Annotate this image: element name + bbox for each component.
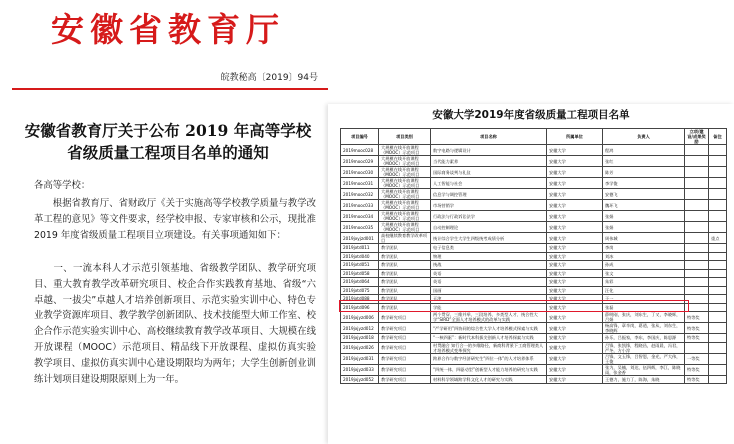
table-cell xyxy=(685,286,709,295)
table-cell: 材料科学领域跨学科文化人才的研究与实践 xyxy=(431,375,547,384)
letterhead-divider xyxy=(12,88,328,90)
table-row xyxy=(341,211,727,222)
table-cell: 李岗 xyxy=(603,244,685,253)
table-cell: 统战 xyxy=(431,261,547,270)
table-cell xyxy=(709,278,727,287)
column-header: 立项/建设/成果奖励 xyxy=(685,129,709,145)
table-cell: 安徽大学 xyxy=(547,211,603,222)
table-cell: 2019mooc032 xyxy=(341,189,379,200)
table-cell: 2019jxjyzd052 xyxy=(341,375,379,384)
table-cell: 一等奖 xyxy=(685,353,709,364)
table-cell: 特等奖 xyxy=(685,334,709,343)
table-cell: 2019jxtd051 xyxy=(341,261,379,270)
table-cell: 2019jxjyzd033 xyxy=(341,364,379,375)
table-cell: 教学团队 xyxy=(379,261,431,270)
table-cell: 薛明刚，张庆，刘东生，丁又，李晓辉，吕娟 xyxy=(603,312,685,323)
table-cell: 教学团队 xyxy=(379,295,431,304)
table-cell: 安徽大学 xyxy=(547,278,603,287)
table-cell: 重点 xyxy=(709,233,727,244)
table-cell: 李学俊 xyxy=(603,178,685,189)
table-cell: 张娟 xyxy=(603,211,685,222)
table-cell: 跨界合作与数字经济研究生“四位一体”的人才培养体系 xyxy=(431,353,547,364)
table-cell: 当代能力素养 xyxy=(431,156,547,167)
table-cell xyxy=(709,286,727,295)
table-cell xyxy=(709,312,727,323)
table-cell: 教学团队 xyxy=(379,303,431,312)
table-cell: 村贯融合 知行合一的多维路径，新商科背景下工商管理类人才培养模式变革探究 xyxy=(431,342,547,353)
column-header: 负责人 xyxy=(603,129,685,145)
table-cell: 教学研究项目 xyxy=(379,312,431,323)
table-cell: 2019mooc030 xyxy=(341,167,379,178)
table-cell: 2019mooc031 xyxy=(341,178,379,189)
table-cell: 2019jxtd040 xyxy=(341,252,379,261)
table-cell: 2019jxtd096 xyxy=(341,303,379,312)
table-cell: 安徽大学 xyxy=(547,233,603,244)
table-cell xyxy=(685,278,709,287)
table-cell: 安徽大学 xyxy=(547,269,603,278)
table-row xyxy=(341,286,727,295)
table-row xyxy=(341,167,727,178)
table-cell: 张磊 xyxy=(603,303,685,312)
table-cell xyxy=(709,261,727,270)
project-table xyxy=(340,128,727,384)
table-cell: 2019jxtd064 xyxy=(341,278,379,287)
table-cell: 特等奖 xyxy=(685,312,709,323)
table-cell: 安德飞 xyxy=(603,189,685,200)
table-cell: 学能 xyxy=(431,303,547,312)
table-cell xyxy=(709,211,727,222)
table-cell xyxy=(709,156,727,167)
table-cell: 统计综合学生大学生四级统考成绩分析 xyxy=(431,233,547,244)
table-row xyxy=(341,261,727,270)
table-cell xyxy=(709,222,727,233)
table-cell xyxy=(709,295,727,304)
table-cell: 人工智能与社会 xyxy=(431,178,547,189)
table-cell xyxy=(685,222,709,233)
table-cell: 教学团队 xyxy=(379,244,431,253)
table-cell: 国画 xyxy=(431,286,547,295)
table-header-row xyxy=(341,129,727,145)
table-cell: 安徽大学 xyxy=(547,261,603,270)
table-row xyxy=(341,278,727,287)
table-cell xyxy=(685,200,709,211)
column-header: 项目类别 xyxy=(379,129,431,145)
table-cell: 大规模在线开放课程（MOOC）示范项目 xyxy=(379,145,431,156)
table-cell: 汪化 xyxy=(603,286,685,295)
salutation: 各高等学校： xyxy=(34,180,91,191)
table-row xyxy=(341,323,727,334)
notice-title-line-1: 安徽省教育厅关于公布 2019 年高等学校 xyxy=(24,121,312,140)
table-cell: 2019mooc034 xyxy=(341,211,379,222)
table-cell: 吕锋，张凯锋，程晓昌，赵雨晨，冯君，严冬，方小淳 xyxy=(603,342,685,353)
table-cell: 大规模在线开放课程（MOOC）示范项目 xyxy=(379,167,431,178)
table-cell: 张娟 xyxy=(603,222,685,233)
table-cell: 数字电路与逻辑设计 xyxy=(431,145,547,156)
table-row xyxy=(341,233,727,244)
column-header: 所属单位 xyxy=(547,129,603,145)
table-cell: 2019mooc028 xyxy=(341,145,379,156)
table-cell: 2019jxtd011 xyxy=(341,244,379,253)
table-cell: 安徽大学 xyxy=(547,323,603,334)
table-cell: 2019jxjyzd018 xyxy=(341,334,379,343)
table-cell: 程鸿 xyxy=(603,145,685,156)
table-cell xyxy=(709,167,727,178)
table-cell: 大规模在线开放课程（MOOC）示范项目 xyxy=(379,200,431,211)
table-row xyxy=(341,312,727,323)
table-cell xyxy=(685,178,709,189)
table-row xyxy=(341,353,727,364)
table-cell: 安徽大学 xyxy=(547,145,603,156)
table-cell: 吕锋，文玉锋，吕智恩，金光，严大伟，王俊 xyxy=(603,353,685,364)
table-cell: 2019jxtd058 xyxy=(341,269,379,278)
notice-page xyxy=(0,0,336,444)
column-header: 备注 xyxy=(709,129,727,145)
table-cell: “四统一体、四驱动型”创新型人才能力培养的研究与实践 xyxy=(431,364,547,375)
table-cell: 张红 xyxy=(603,156,685,167)
table-cell: 大规模在线开放课程（MOOC）示范项目 xyxy=(379,222,431,233)
table-row xyxy=(341,189,727,200)
table-cell xyxy=(709,303,727,312)
table-cell: 孙成 xyxy=(603,261,685,270)
table-cell: 教学研究项目 xyxy=(379,342,431,353)
table-cell xyxy=(685,269,709,278)
table-cell xyxy=(709,189,727,200)
letterhead: 安徽省教育厅 xyxy=(51,10,285,49)
table-cell: 安徽大学 xyxy=(547,303,603,312)
table-cell xyxy=(685,156,709,167)
table-cell: 刘冰 xyxy=(603,252,685,261)
table-cell: 教学研究项目 xyxy=(379,364,431,375)
table-cell: 特等奖 xyxy=(685,375,709,384)
table-cell: 安徽大学 xyxy=(547,244,603,253)
table-cell: 英语 xyxy=(431,269,547,278)
table-cell xyxy=(709,353,727,364)
table-row xyxy=(341,375,727,384)
table-cell: 英语 xyxy=(431,278,547,287)
table-cell: 安徽大学 xyxy=(547,364,603,375)
table-cell: 2019jxjyzd006 xyxy=(341,312,379,323)
table-row xyxy=(341,145,727,156)
table-cell: 魏环飞 xyxy=(603,200,685,211)
table-cell: 张为，吴楠，刘达，伍四辉，李江，陈晓雨，张金香 xyxy=(603,364,685,375)
table-cell: 安徽大学 xyxy=(547,222,603,233)
table-cell xyxy=(709,334,727,343)
table-cell xyxy=(685,145,709,156)
table-row xyxy=(341,244,727,253)
table-cell: 2019jxjyzd026 xyxy=(341,342,379,353)
project-list-title: 安徽大学2019年度省级质量工程项目名单 xyxy=(432,109,630,121)
table-cell xyxy=(685,261,709,270)
table-row xyxy=(341,303,727,312)
notice-paragraph-2: 一、一流本科人才示范引领基地、省级教学团队、教学研究项目、重大教育教学改革研究项目、校企合作实践教育基地、省级“六卓越、一拔尖”卓越人才培养创新项目、示范实验实训中心、特色专业教学资源库项目、教学教学创新团队、技术技能型大师工作室、校企合作示范实验实训中心、高校继续教育教学改革项目、大规模在线开放课程（MOOC）示范项目、精品线下开放课程、虚拟仿真实验教学项目、虚拟仿真实训中心建设期限均为两年；大学生创新创业训练计划项目建设期限原则上为一年。 xyxy=(34,263,316,385)
table-cell: 安徽大学 xyxy=(547,312,603,323)
table-cell: 教学团队 xyxy=(379,269,431,278)
table-cell: 安徽大学 xyxy=(547,334,603,343)
table-cell xyxy=(685,211,709,222)
table-cell: 大规模在线开放课程（MOOC）示范项目 xyxy=(379,178,431,189)
table-row xyxy=(341,156,727,167)
document-number: 皖教秘高〔2019〕94号 xyxy=(220,73,318,83)
table-row xyxy=(341,178,727,189)
table-cell: 2019jxjyzd031 xyxy=(341,353,379,364)
table-cell: 安徽大学 xyxy=(547,167,603,178)
notice-paragraph-1: 根据省教育厅、省财政厅《关于实施高等学校教学质量与教学改革工程的意见》等文件要求，经学校申报、专家审核和公示，现批准 2019 年度省级质量工程项目立项建设。有关事项通知如下： xyxy=(34,198,319,241)
table-cell xyxy=(709,364,727,375)
table-cell: 高校继续教育教学改革项目 xyxy=(379,233,431,244)
table-cell: 市场营销学 xyxy=(431,200,547,211)
table-cell xyxy=(709,323,727,334)
table-cell: 安徽大学 xyxy=(547,178,603,189)
table-cell xyxy=(685,342,709,353)
table-cell xyxy=(709,252,727,261)
table-cell: 自动控制理论 xyxy=(431,222,547,233)
table-cell xyxy=(685,295,709,304)
table-body xyxy=(341,145,727,384)
table-cell: 2019jxtd088 xyxy=(341,295,379,304)
table-cell: 教学团队 xyxy=(379,278,431,287)
table-cell: 干一 xyxy=(603,295,685,304)
table-cell: 安徽大学 xyxy=(547,156,603,167)
table-cell: 两个贯穿、三维并举、三段培养、多类型人才、统合性大学“SIRD”全面人才培养模式的改革与实践 xyxy=(431,312,547,323)
table-cell xyxy=(685,167,709,178)
table-cell: 物理 xyxy=(431,252,547,261)
table-cell xyxy=(709,375,727,384)
table-cell: 孙乐，吕振家，李东，李国庆，陈思源 xyxy=(603,334,685,343)
table-cell: 安徽大学 xyxy=(547,286,603,295)
table-cell xyxy=(685,189,709,200)
column-header: 项目名称 xyxy=(431,129,547,145)
table-cell: 电子信息类 xyxy=(431,244,547,253)
table-cell: 教学研究项目 xyxy=(379,375,431,384)
table-cell: 安徽大学 xyxy=(547,295,603,304)
table-cell: 2019jxjyzd012 xyxy=(341,323,379,334)
table-cell: 教学研究项目 xyxy=(379,334,431,343)
table-cell: 2019mooc035 xyxy=(341,222,379,233)
table-row xyxy=(341,342,727,353)
table-cell: “严学研用”四协同的综合性大学人才培养模式探索与实践 xyxy=(431,323,547,334)
table-cell: 信息学与调控管理 xyxy=(431,189,547,200)
table-row xyxy=(341,334,727,343)
table-cell xyxy=(709,145,727,156)
table-cell: 2019mooc033 xyxy=(341,200,379,211)
table-cell: 安徽大学 xyxy=(547,200,603,211)
table-cell: 2019mooc029 xyxy=(341,156,379,167)
table-cell: 教学研究项目 xyxy=(379,323,431,334)
table-cell xyxy=(685,244,709,253)
table-cell: 2019jxtd075 xyxy=(341,286,379,295)
table-cell: 陈芳 xyxy=(603,167,685,178)
table-cell: 大规模在线开放课程（MOOC）示范项目 xyxy=(379,189,431,200)
table-cell xyxy=(685,233,709,244)
table-cell: 张文 xyxy=(603,269,685,278)
table-cell: 大规模在线开放课程（MOOC）示范项目 xyxy=(379,211,431,222)
table-cell: 安徽大学 xyxy=(547,189,603,200)
table-row xyxy=(341,269,727,278)
table-cell: “一核四驱”：新时代本科拔尖创新人才培养探索与实践 xyxy=(431,334,547,343)
table-cell: 安徽大学 xyxy=(547,375,603,384)
table-cell: 安徽大学 xyxy=(547,342,603,353)
table-cell: 特等奖 xyxy=(685,364,709,375)
table-row xyxy=(341,200,727,211)
table-cell: 教学研究项目 xyxy=(379,353,431,364)
table-row xyxy=(341,364,727,375)
table-cell: 特等奖 xyxy=(685,323,709,334)
project-list-page xyxy=(328,104,734,444)
table-cell: 2019jxyjzd001 xyxy=(341,233,379,244)
table-cell xyxy=(685,303,709,312)
notice-title xyxy=(0,120,336,164)
table-cell xyxy=(709,200,727,211)
table-cell: 安徽大学 xyxy=(547,353,603,364)
table-row xyxy=(341,295,727,304)
table-cell xyxy=(709,178,727,189)
table-row xyxy=(341,252,727,261)
table-cell: 大规模在线开放课程（MOOC）示范项目 xyxy=(379,156,431,167)
table-cell: 国际商务谈判与礼仪 xyxy=(431,167,547,178)
table-cell: 安徽大学 xyxy=(547,252,603,261)
table-cell: 王德力，施力丁，陈海，朱晓 xyxy=(603,375,685,384)
table-cell: 行政法与行政诉讼法学 xyxy=(431,211,547,222)
table-cell: 朱彩 xyxy=(603,278,685,287)
column-header: 项目编号 xyxy=(341,129,379,145)
table-row xyxy=(341,222,727,233)
table-cell: 天津 xyxy=(431,295,547,304)
table-cell: 杨高锋，章辛岗，葛道，张从，刘东生，李晓辉 xyxy=(603,323,685,334)
table-cell xyxy=(709,244,727,253)
notice-title-line-2: 省级质量工程项目名单的通知 xyxy=(67,143,269,162)
table-cell: 教学团队 xyxy=(379,252,431,261)
table-cell: 周伟城 xyxy=(603,233,685,244)
table-cell: 教学团队 xyxy=(379,286,431,295)
table-cell xyxy=(709,342,727,353)
table-cell xyxy=(685,252,709,261)
table-cell xyxy=(709,269,727,278)
